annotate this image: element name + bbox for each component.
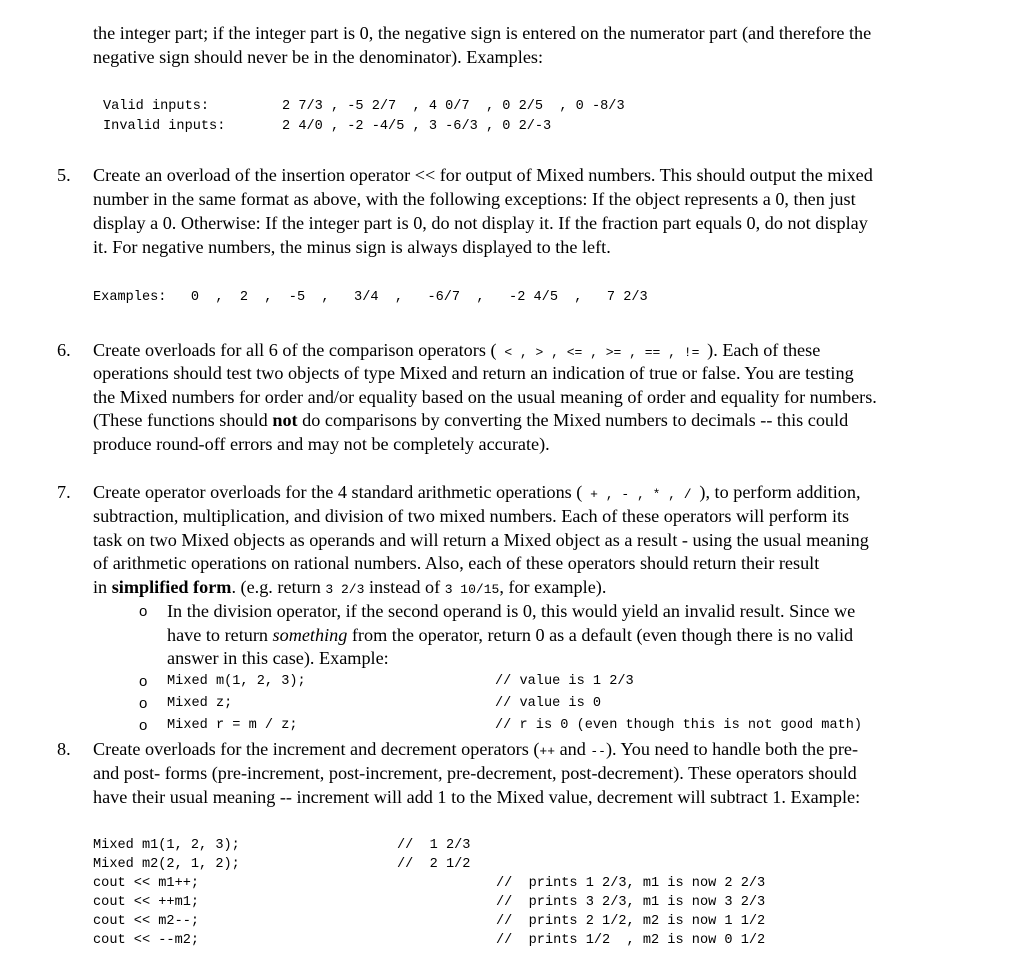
item-8-code-comment: // prints 2 1/2, m2 is now 1 1/2 — [496, 914, 766, 929]
item-6-line-2: operations should test two objects of type Mixed and return an indication of true or false. You are testing — [93, 363, 854, 383]
item-5-line-4: it. For negative numbers, the minus sign is always displayed to the left. — [93, 237, 611, 257]
invalid-inputs-values: 2 4/0 , -2 -4/5 , 3 -6/3 , 0 2/-3 — [282, 119, 552, 134]
item-7-code-line: Mixed r = m / z; — [167, 718, 298, 733]
intro-line-2: negative sign should never be in the denominator). Examples: — [93, 47, 544, 67]
item-8-code-comment: // prints 1/2 , m2 is now 0 1/2 — [496, 933, 766, 948]
item-7-sub-line-2: have to return something from the operator, return 0 as a default (even though there is no valid — [167, 625, 854, 645]
item-8-code-comment: // prints 1 2/3, m1 is now 2 2/3 — [496, 876, 766, 891]
item-8-code-comment: // 2 1/2 — [397, 857, 471, 872]
valid-inputs-values: 2 7/3 , -5 2/7 , 4 0/7 , 0 2/5 , 0 -8/3 — [282, 99, 625, 114]
item-8-code-line: cout << m1++; — [93, 876, 200, 891]
item-5-line-3: display a 0. Otherwise: If the integer part is 0, do not display it. If the fraction part equals 0, do not display — [93, 213, 868, 233]
item-5-line-2: number in the same format as above, with the following exceptions: If the object represents a 0, then just — [93, 189, 856, 209]
code-bullet-marker: o — [139, 717, 148, 734]
item-7-code-line: Mixed z; — [167, 696, 233, 711]
item-7-code-comment: // r is 0 (even though this is not good math) — [495, 718, 863, 733]
item-6-line-3: the Mixed numbers for order and/or equality based on the usual meaning of order and equality for numbers. — [93, 387, 877, 407]
item-7-line-2: subtraction, multiplication, and division of two mixed numbers. Each of these operators will perform its — [93, 506, 850, 526]
item-7-code-comment: // value is 0 — [495, 696, 602, 711]
item-7-code-comment: // value is 1 2/3 — [495, 674, 634, 689]
item-7-sub-line-1: In the division operator, if the second operand is 0, this would yield an invalid result. Since we — [167, 601, 856, 621]
sub-bullet-marker: o — [139, 603, 148, 620]
item-6-line-5: produce round-off errors and may not be completely accurate). — [93, 434, 550, 454]
code-bullet-marker: o — [139, 695, 148, 712]
item-8-code-comment: // 1 2/3 — [397, 838, 471, 853]
item-7-line-4: of arithmetic operations on rational numbers. Also, each of these operators should return their result — [93, 553, 820, 573]
item-8-code-line: cout << ++m1; — [93, 895, 200, 910]
code-bullet-marker: o — [139, 673, 148, 690]
item-6-line-4: (These functions should not do comparisons by converting the Mixed numbers to decimals -- this could — [93, 410, 849, 430]
intro-line-1: the integer part; if the integer part is 0, the negative sign is entered on the numerator part (and therefore the — [93, 23, 872, 43]
item-8-code-line: cout << m2--; — [93, 914, 200, 929]
item-8-number: 8. — [57, 739, 71, 759]
item-8-line-3: have their usual meaning -- increment will add 1 to the Mixed value, decrement will subtract 1. Example: — [93, 787, 861, 807]
item-7-sub-line-3: answer in this case). Example: — [167, 648, 389, 668]
arithmetic-operators: + , - , * , / — [582, 487, 700, 502]
item-8-code-line: cout << --m2; — [93, 933, 200, 948]
item-8-line-2: and post- forms (pre-increment, post-increment, pre-decrement, post-decrement). These operators should — [93, 763, 857, 783]
item-7-number: 7. — [57, 482, 71, 502]
item-7-line-3: task on two Mixed objects as operands and will return a Mixed object as a result - using the usual meaning — [93, 530, 869, 550]
invalid-inputs-label: Invalid inputs: — [103, 119, 226, 134]
valid-inputs-label: Valid inputs: — [103, 99, 210, 114]
item-6-number: 6. — [57, 340, 71, 360]
comparison-operators: < , > , <= , >= , == , != — [496, 345, 708, 360]
item-6-line-1: Create overloads for all 6 of the comparison operators ( < , > , <= , >= , == , != ). Each of these — [93, 340, 821, 360]
item-7-code-line: Mixed m(1, 2, 3); — [167, 674, 306, 689]
item-8-line-1: Create overloads for the increment and decrement operators (++ and --). You need to handle both the pre- — [93, 739, 859, 759]
item-8-code-line: Mixed m2(2, 1, 2); — [93, 857, 240, 872]
item-5-line-1: Create an overload of the insertion operator << for output of Mixed numbers. This should output the mixed — [93, 165, 873, 185]
item-8-code-comment: // prints 3 2/3, m1 is now 3 2/3 — [496, 895, 766, 910]
item-8-code-line: Mixed m1(1, 2, 3); — [93, 838, 240, 853]
item-5-number: 5. — [57, 165, 71, 185]
item-7-line-5: in simplified form. (e.g. return 3 2/3 instead of 3 10/15, for example). — [93, 577, 607, 597]
item-7-line-1: Create operator overloads for the 4 standard arithmetic operations ( + , - , * , / ), to perform addition, — [93, 482, 861, 502]
item-5-examples: Examples: 0 , 2 , -5 , 3/4 , -6/7 , -2 4/5 , 7 2/3 — [93, 290, 648, 305]
